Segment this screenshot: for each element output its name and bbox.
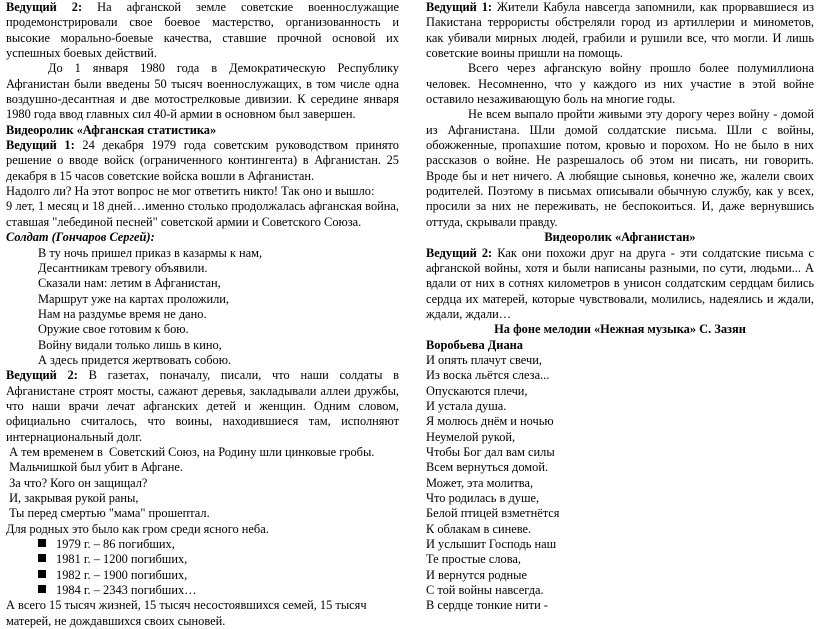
poem-line: Опускаются плечи, — [426, 383, 528, 398]
verse-line: В ту ночь пришел приказ в казармы к нам, — [38, 245, 263, 260]
verse-line: Войну видали только лишь в кино, — [38, 337, 222, 352]
poem-block — [426, 353, 814, 614]
paragraph: 9 лет, 1 месяц и 18 дней…именно столько продолжалась афганская война, ставшая "лебединой песней" советской армии и Советского Союза. — [6, 199, 399, 229]
verse-line: Сказали нам: летим в Афганистан, — [38, 276, 221, 291]
verse-line: Нам на раздумье время не дано. — [38, 306, 207, 321]
paragraph — [6, 0, 399, 61]
poem-line: За что? Кого он защищал? — [6, 475, 148, 490]
right-column — [426, 0, 814, 614]
verse-line: Оружие свое готовим к бою. — [38, 322, 189, 337]
speaker-label: Ведущий 2: — [6, 0, 83, 14]
list-item-text: 1982 г. – 1900 погибших, — [56, 567, 188, 582]
square-bullet-icon — [38, 585, 46, 593]
poem-line: И устала душа. — [426, 398, 507, 413]
paragraph-text: Жители Кабула навсегда запомнили, как прорвавшиеся из Пакистана террористы обстреляли город из артиллерии и минометов, как убивали мирных людей, грабили и рушили все, что могли. И лишь советские воины пришли на помощь. — [426, 0, 814, 61]
poem-line: А тем временем в Советский Союз, на Родину шли цинковые гробы. — [6, 444, 375, 459]
paragraph-text: 24 декабря 1979 года советским руководством принято решение о вводе войск (ограниченного контингента) в Афганистан. 25 декабря в 15 часов советские войска вошли в Афганистан. — [6, 138, 399, 183]
speaker-label: Ведущий 2: — [6, 368, 78, 383]
poem-line: Что родилась в душе, — [426, 491, 540, 505]
poem-line: Я молюсь днём и ночью — [426, 414, 554, 429]
paragraph: А всего 15 тысяч жизней, 15 тысяч несостоявшихся семей, 15 тысяч матерей, не дождавшихся своих сыновей. — [6, 598, 367, 628]
square-bullet-icon — [38, 539, 46, 547]
soldier-verse — [6, 246, 399, 369]
paragraph — [6, 138, 399, 184]
performer-name: Воробьева Диана — [426, 337, 523, 352]
list-item-text: 1981 г. – 1200 погибших, — [56, 552, 188, 567]
poem-line: Ты перед смертью "мама" прошептал. — [6, 506, 210, 521]
soldier-heading: Солдат (Гончаров Сергей): — [6, 230, 155, 245]
paragraph: Не всем выпало пройти живыми эту дорогу через войну - домой из Афганистана. Шли домой солдатские письма. Шли с войны, обожженные, пропахшие потом, кровью и порохом. Но не было в них рассказов о войне. Не разрешалось об этом ни писать, ни говорить. Вроде бы и нет ничего. А любящие сыновья, конечно же, жалели своих родителей. Поэтому в письмах описывали обычную службу, как у всех, просили за них не переживать, не беспокоиться. И, даже вернувшись оттуда, скрывали правду. — [426, 107, 814, 229]
speaker-label: Ведущий 1: — [426, 0, 493, 14]
square-bullet-icon — [38, 570, 46, 578]
poem-line: Из воска льётся слеза... — [426, 368, 550, 383]
paragraph: Всего через афганскую войну прошло более полумиллиона человек. Несомненно, что у каждого из них участие в этой войне оставило незаживающую боль на многие годы. — [426, 61, 814, 107]
verse-line: А здесь придется жертвовать собою. — [38, 352, 232, 367]
list-item — [38, 568, 399, 583]
poem-line: Те простые слова, — [426, 552, 522, 567]
verse-line: Маршрут уже на картах проложили, — [38, 291, 230, 306]
deaths-list — [6, 537, 399, 598]
video-heading: Видеоролик «Афганская статистика» — [6, 122, 217, 137]
poem-line: Белой птицей взметнётся — [426, 506, 560, 521]
poem-line: Может, эта молитва, — [426, 475, 534, 490]
list-item — [38, 552, 399, 567]
poem-line: К облакам в синеве. — [426, 521, 532, 536]
speaker-label: Ведущий 2: — [426, 245, 493, 260]
poem-block — [6, 445, 399, 522]
paragraph: До 1 января 1980 года в Демократическую Республику Афганистан были введены 50 тысяч военнослужащих, в том числе одна воздушно-десантная и две мотострелковые дивизии. К середине января 1980 года ввод главных сил 40-й армии в основном был завершен. — [6, 61, 399, 122]
video-heading: Видеоролик «Афганистан» — [544, 230, 696, 245]
poem-line: И опять плачут свечи, — [426, 352, 542, 367]
paragraph-text: На афганской земле советские военнослужащие продемонстрировали свое боевое мастерство, организованность и высокие морально-боевые качества, ставшие прочной основой их успешных боевых действий. — [6, 0, 399, 61]
list-item — [38, 583, 399, 598]
poem-line: С той войны навсегда. — [426, 583, 544, 598]
poem-line: И услышит Господь наш — [426, 537, 557, 552]
list-item-text: 1979 г. – 86 погибших, — [56, 537, 175, 552]
paragraph — [6, 368, 399, 445]
paragraph — [426, 0, 814, 61]
paragraph-text: В газетах, поначалу, писали, что наши солдаты в Афганистане строят мосты, сажают деревья, закладывали аллеи дружбы, что наши врачи лечат афганских детей и женщин. Одним словом, официально считалось, что воины, находившиеся там, исполняют интернациональный долг. — [6, 368, 399, 444]
list-item — [38, 537, 399, 552]
poem-line: Неумелой рукой, — [426, 429, 516, 444]
list-item-text: 1984 г. – 2343 погибших… — [56, 583, 197, 598]
poem-line: Мальчишкой был убит в Афгане. — [6, 460, 183, 475]
music-heading: На фоне мелодии «Нежная музыка» С. Зазян — [494, 322, 746, 337]
square-bullet-icon — [38, 554, 46, 562]
paragraph-text: Как они похожи друг на друга - эти солдатские письма с афганской войны, хотя и были написаны разными, по сути, людьми... А вдали от них в сотнях километров в унисон солдатским сердцам бились сердца их матерей, которые чувствовали, молились, надеялись и ждали, ждали, ждали… — [426, 245, 814, 321]
poem-line: В сердце тонкие нити - — [426, 598, 548, 613]
poem-line: Всем вернуться домой. — [426, 460, 549, 475]
verse-line: Десантникам тревогу объявили. — [38, 260, 208, 275]
poem-line: И вернутся родные — [426, 567, 528, 582]
speaker-label: Ведущий 1: — [6, 138, 75, 153]
poem-line: Чтобы Бог дал вам силы — [426, 444, 555, 459]
paragraph: Надолго ли? На этот вопрос не мог ответить никто! Так оно и вышло: — [6, 184, 375, 199]
poem-line: И, закрывая рукой раны, — [6, 491, 139, 505]
paragraph: Для родных это было как гром среди ясного неба. — [6, 521, 269, 536]
paragraph — [426, 246, 814, 323]
